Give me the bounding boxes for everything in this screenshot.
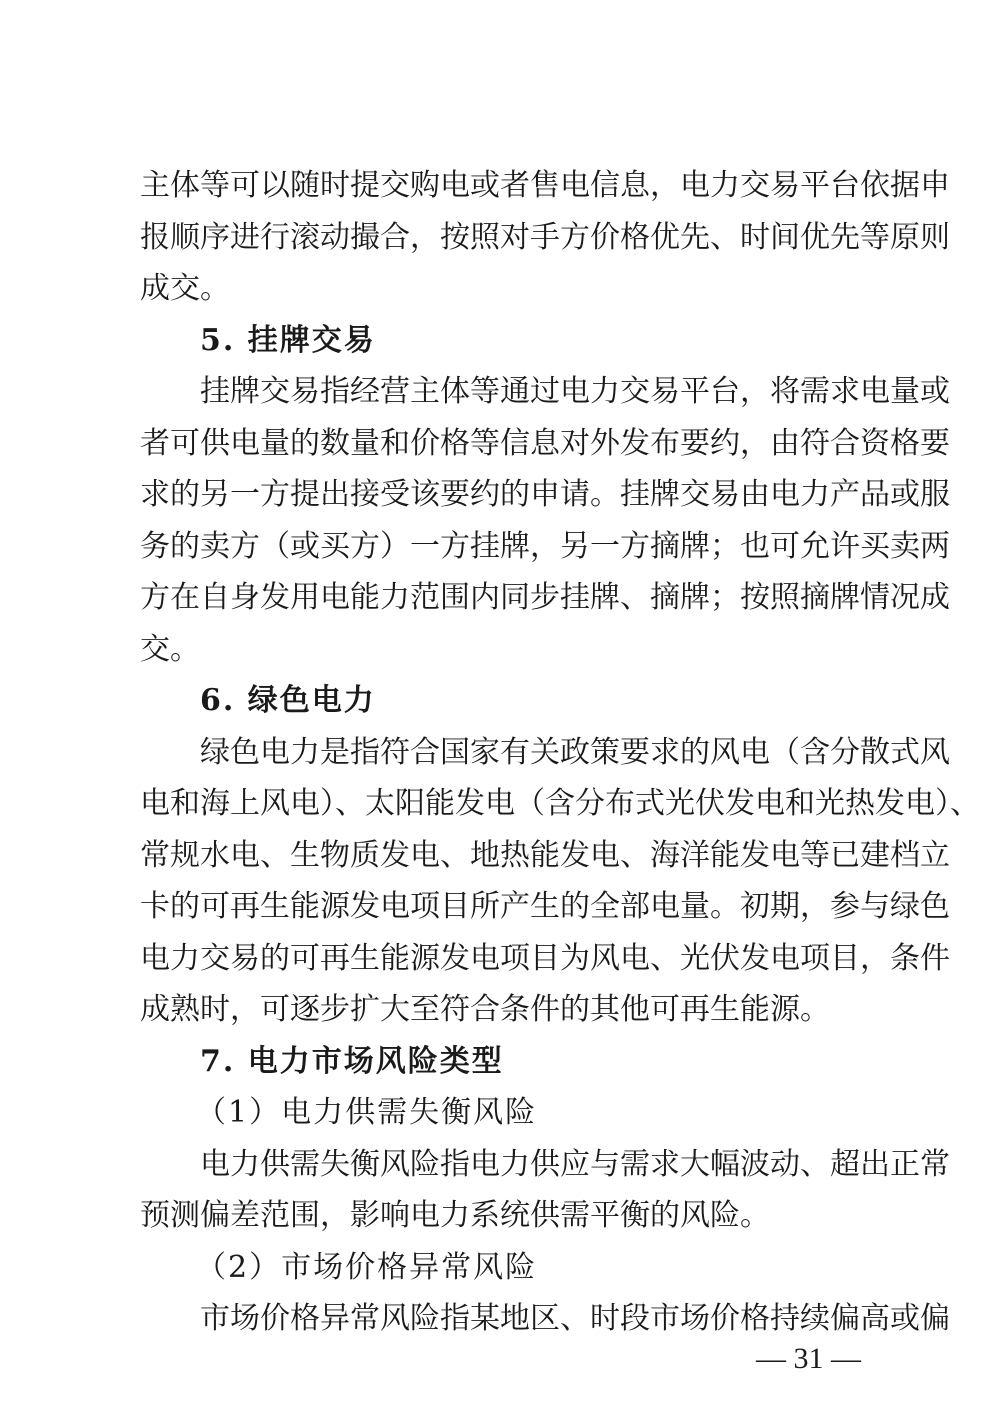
- paragraph-line: 者可供电量的数量和价格等信息对外发布要约，由符合资格要: [140, 426, 950, 461]
- paragraph-line: 市场价格异常风险指某地区、时段市场价格持续偏高或偏: [200, 1301, 950, 1336]
- section-heading-7: 7. 电力市场风险类型: [200, 1044, 504, 1079]
- paragraph-line: 务的卖方（或买方）一方挂牌，另一方摘牌；也可允许买卖两: [140, 529, 950, 564]
- paragraph-line: 电力交易的可再生能源发电项目为风电、光伏发电项目，条件: [140, 941, 950, 976]
- paragraph-line: 交。: [140, 632, 200, 667]
- paragraph-line: 求的另一方提出接受该要约的申请。挂牌交易由电力产品或服: [140, 477, 950, 512]
- page-number: — 31 —: [756, 1342, 861, 1375]
- paragraph-line: 卡的可再生能源发电项目所产生的全部电量。初期，参与绿色: [140, 889, 950, 924]
- paragraph-line: 成交。: [140, 271, 230, 306]
- paragraph-line: 成熟时，可逐步扩大至符合条件的其他可再生能源。: [140, 992, 830, 1027]
- paragraph-line: 方在自身发用电能力范围内同步挂牌、摘牌；按照摘牌情况成: [140, 580, 950, 615]
- subsection-heading-1: （1）电力供需失衡风险: [196, 1095, 538, 1130]
- paragraph-line: 绿色电力是指符合国家有关政策要求的风电（含分散式风: [200, 735, 950, 770]
- paragraph-line: 常规水电、生物质发电、地热能发电、海洋能发电等已建档立: [140, 838, 950, 873]
- paragraph-line: 电力供需失衡风险指电力供应与需求大幅波动、超出正常: [200, 1147, 950, 1182]
- section-heading-6: 6. 绿色电力: [200, 683, 376, 718]
- section-heading-5: 5. 挂牌交易: [200, 323, 376, 358]
- paragraph-line: 主体等可以随时提交购电或者售电信息，电力交易平台依据申: [140, 168, 950, 203]
- paragraph-line: 报顺序进行滚动撮合，按照对手方价格优先、时间优先等原则: [140, 220, 950, 255]
- paragraph-line: 预测偏差范围，影响电力系统供需平衡的风险。: [140, 1198, 770, 1233]
- subsection-heading-2: （2）市场价格异常风险: [196, 1250, 538, 1285]
- paragraph-line: 挂牌交易指经营主体等通过电力交易平台，将需求电量或: [200, 374, 950, 409]
- paragraph-line: 电和海上风电）、太阳能发电（含分布式光伏发电和光热发电）、: [140, 786, 980, 821]
